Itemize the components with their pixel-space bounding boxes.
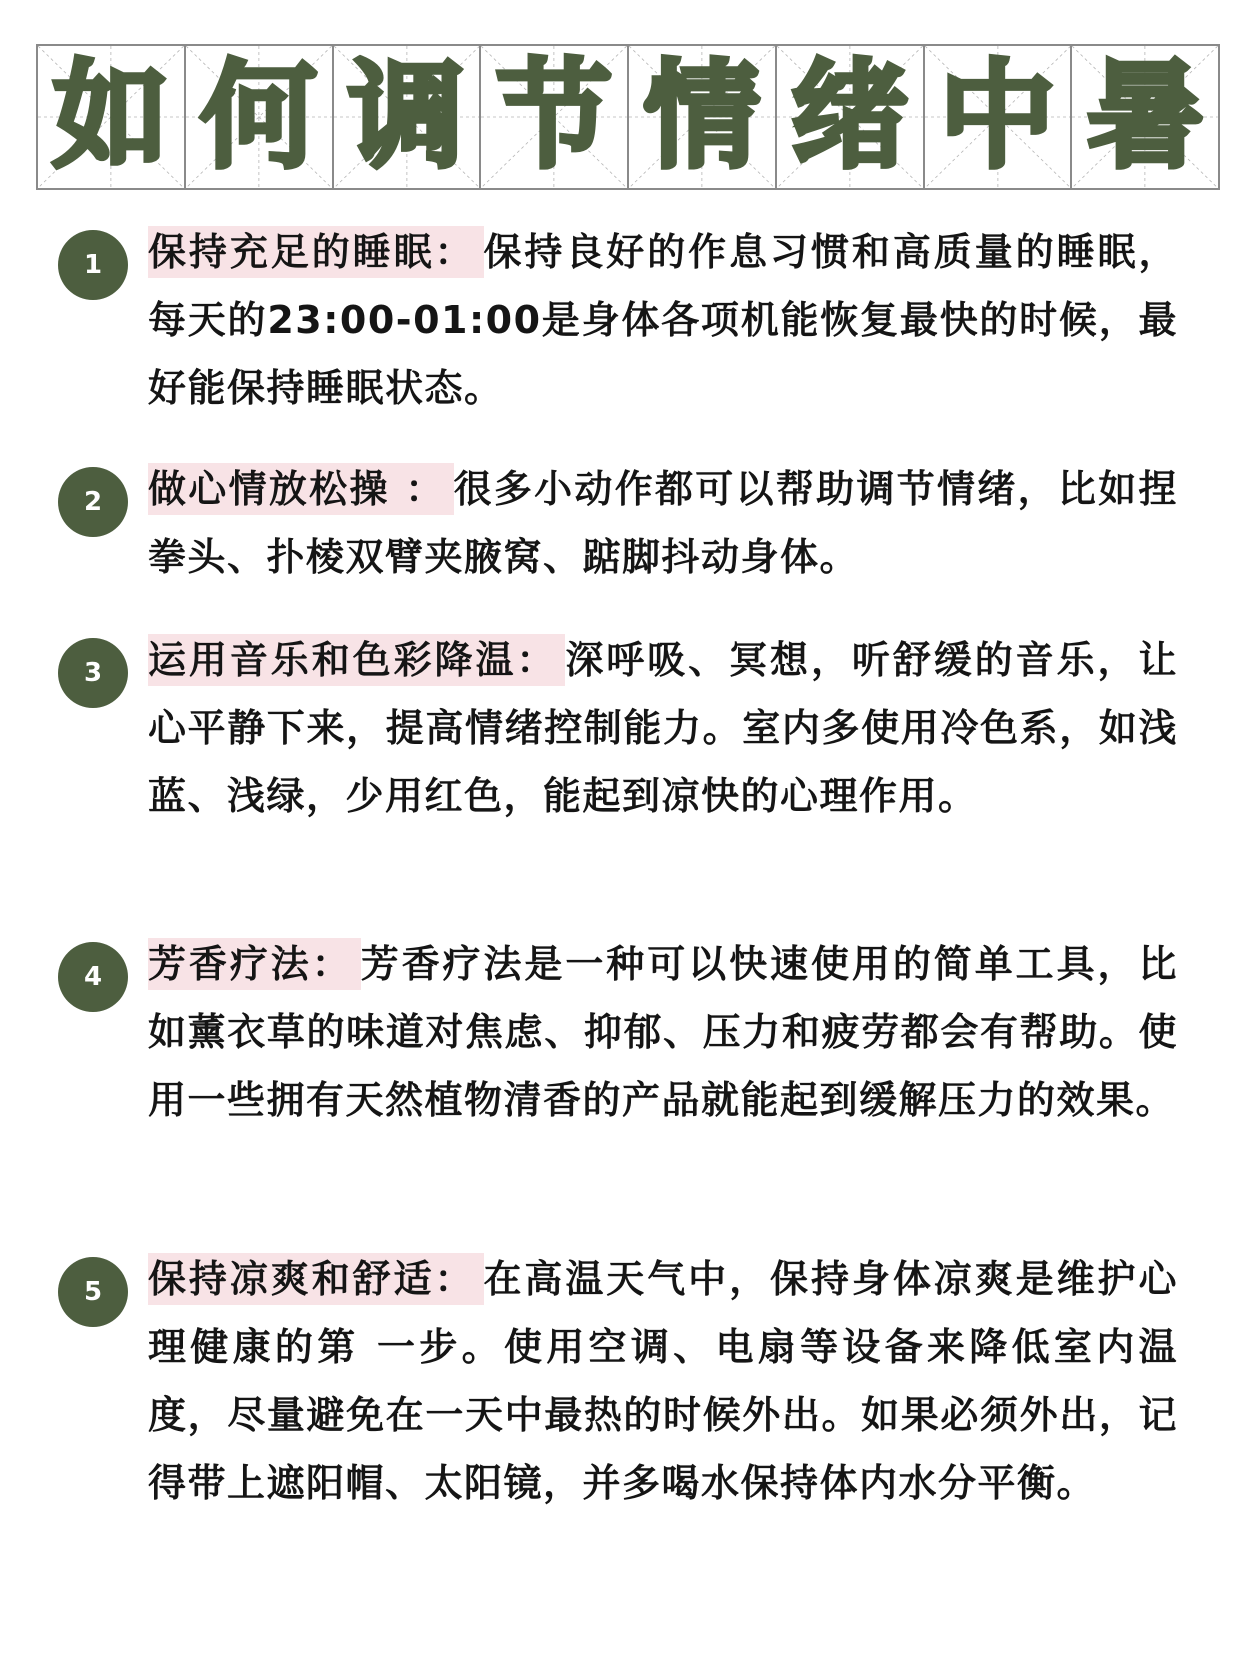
title-cell xyxy=(481,46,629,188)
number-badge: 3 xyxy=(58,638,128,708)
title-char: 节 xyxy=(496,49,613,184)
tip-body: 深呼吸、冥想，听舒缓的音乐，让心平静下来，提高情绪控制能力。室内多使用冷色系，如浅蓝、浅绿，少用红色，能起到凉快的心理作用。 xyxy=(148,638,1178,818)
number-badge: 4 xyxy=(58,942,128,1012)
title-cell xyxy=(334,46,482,188)
tip-body: 保持良好的作息习惯和高质量的睡眠，每天的23:00-01:00是身体各项机能恢复最快的时候，最好能保持睡眠状态。 xyxy=(148,230,1178,410)
tip-text xyxy=(148,1245,1178,1517)
title-cell xyxy=(925,46,1073,188)
title-cell xyxy=(1072,46,1218,188)
title-char: 情 xyxy=(643,49,760,184)
tip-heading: 做心情放松操 ： xyxy=(148,463,454,515)
title-char: 何 xyxy=(200,49,317,184)
tip-body: 很多小动作都可以帮助调节情绪，比如捏拳头、扑棱双臂夹腋窝、踮脚抖动身体。 xyxy=(148,467,1178,579)
title-cell xyxy=(777,46,925,188)
title-char: 绪 xyxy=(791,49,908,184)
number-badge: 5 xyxy=(58,1257,128,1327)
title-char: 中 xyxy=(939,49,1056,184)
tip-text xyxy=(148,930,1178,1134)
tip-text xyxy=(148,626,1178,830)
title-cell xyxy=(186,46,334,188)
tip-heading: 保持充足的睡眠： xyxy=(148,226,484,278)
title-cell xyxy=(38,46,186,188)
title-cell xyxy=(629,46,777,188)
tip-heading: 运用音乐和色彩降温： xyxy=(148,634,565,686)
tip-heading: 芳香疗法： xyxy=(148,938,361,990)
title-grid xyxy=(36,44,1220,190)
title-char: 暑 xyxy=(1087,49,1204,184)
tip-text xyxy=(148,455,1178,591)
tip-heading: 保持凉爽和舒适： xyxy=(148,1253,484,1305)
title-char: 如 xyxy=(52,49,169,184)
tip-text xyxy=(148,218,1178,422)
title-char: 调 xyxy=(348,49,465,184)
number-badge: 1 xyxy=(58,230,128,300)
tip-body: 芳香疗法是一种可以快速使用的简单工具，比如薰衣草的味道对焦虑、抑郁、压力和疲劳都会有帮助。使用一些拥有天然植物清香的产品就能起到缓解压力的效果。 xyxy=(148,942,1178,1122)
number-badge: 2 xyxy=(58,467,128,537)
tip-body: 在高温天气中，保持身体凉爽是维护心理健康的第 一步。使用空调、电扇等设备来降低室内温度，尽量避免在一天中最热的时候外出。如果必须外出，记得带上遮阳帽、太阳镜，并多喝水保持体内水分平衡。 xyxy=(148,1257,1178,1505)
